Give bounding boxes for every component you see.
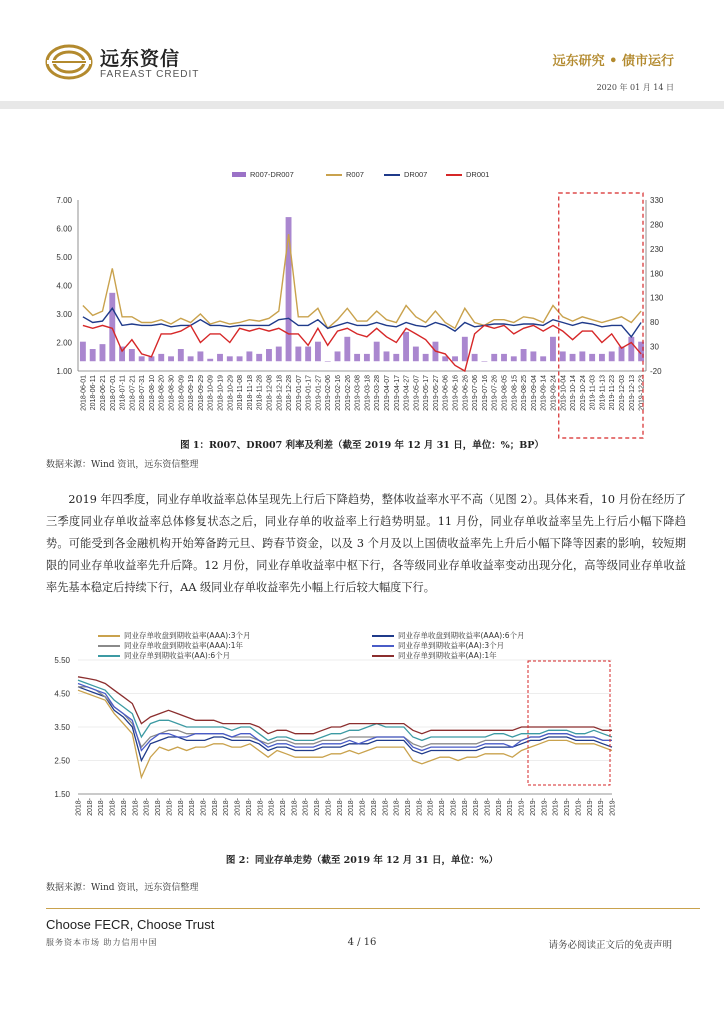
y2-tick-label: 330 xyxy=(650,196,664,205)
x-tick-label: 2019-03-28 xyxy=(374,375,382,411)
legend-label: 同业存单收盘到期收益率(AAA):1年 xyxy=(124,641,243,650)
spread-bar xyxy=(80,342,86,362)
x-tick-label: 2019-09-04 xyxy=(530,375,538,411)
legend-label: 同业存单收盘到期收益率(AAA):3个月 xyxy=(124,631,251,640)
x-tick-label: 2019- xyxy=(552,798,560,816)
y-tick-label: 1.00 xyxy=(56,367,72,376)
x-tick-label: 2019-09-14 xyxy=(540,375,548,411)
x-tick-label: 2018- xyxy=(484,798,492,816)
legend-swatch xyxy=(372,645,394,647)
footer-subslogan: 服务资本市场 助力信用中国 xyxy=(46,938,158,947)
x-tick-label: 2019-12-23 xyxy=(638,375,646,411)
spread-bar xyxy=(325,361,331,362)
y2-tick-label: 130 xyxy=(650,293,664,303)
x-tick-label: 2018-12-18 xyxy=(276,375,284,411)
x-tick-label: 2019-07-06 xyxy=(472,375,480,411)
x-tick-label: 2018- xyxy=(450,798,458,816)
spread-bar xyxy=(481,361,487,362)
spread-bar xyxy=(100,344,106,361)
footer-disclaimer: 请务必阅读正文后的免责声明 xyxy=(548,940,672,951)
x-tick-label: 2018-09-09 xyxy=(178,375,186,411)
x-tick-label: 2019-01-27 xyxy=(315,375,323,411)
spread-bar xyxy=(305,347,311,362)
figure1-caption: 图 1：R007、DR007 利率及利差（截至 2019 年 12 月 31 日，单位：%；BP） xyxy=(180,440,544,451)
x-tick-label: 2018- xyxy=(325,798,333,816)
x-tick-label: 2019-06-06 xyxy=(442,375,450,411)
spread-bar xyxy=(423,354,429,361)
spread-bar xyxy=(462,337,468,361)
x-tick-label: 2019-08-05 xyxy=(501,375,509,411)
legend-item-dr007 xyxy=(384,170,427,179)
spread-bar xyxy=(599,354,605,361)
x-tick-label: 2018- xyxy=(359,798,367,816)
spread-bar xyxy=(511,356,517,361)
x-tick-label: 2019-05-17 xyxy=(423,375,431,411)
spread-bar xyxy=(227,356,233,361)
spread-bar xyxy=(295,347,301,362)
highlight-box-q4 xyxy=(528,661,610,785)
spread-bar xyxy=(158,354,164,361)
x-tick-label: 2018- xyxy=(404,798,412,816)
x-tick-label: 2018- xyxy=(382,798,390,816)
y-tick-label: 2.00 xyxy=(56,338,72,348)
figure1-source: 数据来源：Wind 资讯，远东资信整理 xyxy=(46,460,199,470)
x-tick-label: 2018-12-28 xyxy=(286,375,294,411)
x-tick-label: 2018- xyxy=(268,798,276,816)
y-tick-label: 7.00 xyxy=(56,196,72,205)
spread-bar xyxy=(217,354,223,361)
x-tick-label: 2019-08-25 xyxy=(521,375,529,411)
spread-bar xyxy=(90,349,96,361)
x-tick-label: 2018- xyxy=(473,798,481,816)
legend-label: 同业存单到期收益率(AA):6个月 xyxy=(124,651,231,660)
x-tick-label: 2019- xyxy=(541,798,549,816)
x-tick-label: 2018-07-01 xyxy=(109,375,117,411)
x-tick-label: 2018-07-21 xyxy=(129,375,137,411)
legend-swatch xyxy=(98,635,120,637)
spread-bar xyxy=(393,354,399,361)
x-tick-label: 2019-09-24 xyxy=(550,375,558,411)
x-tick-label: 2019-01-07 xyxy=(295,375,303,411)
spread-bar xyxy=(207,359,213,361)
x-tick-label: 2018- xyxy=(189,798,197,816)
legend-label: DR007 xyxy=(404,170,428,179)
x-tick-label: 2019-04-07 xyxy=(383,375,391,411)
legend-swatch xyxy=(384,174,400,176)
x-tick-label: 2018- xyxy=(495,798,503,816)
spread-bar xyxy=(237,356,243,361)
x-tick-label: 2018- xyxy=(314,798,322,816)
spread-bar xyxy=(256,354,262,361)
y-tick-label: 3.50 xyxy=(54,723,70,732)
spread-bar xyxy=(579,351,585,361)
x-tick-label: 2018-11-08 xyxy=(237,375,245,411)
report-series-title: 远东研究 • 债市运行 xyxy=(552,54,674,69)
series-line xyxy=(78,677,612,734)
figure2-chart xyxy=(0,652,724,842)
x-tick-label: 2019-01-17 xyxy=(305,375,313,411)
figure2-caption: 图 2：同业存单走势（截至 2019 年 12 月 31 日，单位：%） xyxy=(225,855,499,866)
x-tick-label: 2019-04-17 xyxy=(393,375,401,411)
legend-swatch xyxy=(326,174,342,176)
x-tick-label: 2019-10-24 xyxy=(579,375,587,411)
x-tick-label: 2018-10-09 xyxy=(207,375,215,411)
y-tick-label: 2.50 xyxy=(54,756,70,766)
spread-bar xyxy=(560,351,566,361)
footer-slogan: Choose FECR, Choose Trust xyxy=(46,917,215,932)
x-tick-label: 2018- xyxy=(75,798,83,816)
spread-bar xyxy=(403,332,409,361)
x-tick-label: 2018- xyxy=(302,798,310,816)
spread-bar xyxy=(550,337,556,361)
x-tick-label: 2019-10-04 xyxy=(560,375,568,411)
x-tick-label: 2018- xyxy=(132,798,140,816)
y-tick-label: 5.50 xyxy=(54,656,70,665)
y-tick-label: 1.50 xyxy=(54,790,70,799)
spread-bar xyxy=(354,354,360,361)
x-tick-label: 2018- xyxy=(257,798,265,816)
spread-bar xyxy=(246,351,252,361)
series-line xyxy=(78,687,612,747)
x-tick-label: 2018-11-28 xyxy=(256,375,264,411)
spread-bar xyxy=(521,349,527,361)
legend-label: DR001 xyxy=(466,170,490,179)
x-tick-label: 2019-03-18 xyxy=(364,375,372,411)
spread-bar xyxy=(570,354,576,361)
x-tick-label: 2018-12-08 xyxy=(266,375,274,411)
x-tick-label: 2019- xyxy=(586,798,594,816)
series-line-r007 xyxy=(83,234,641,328)
x-tick-label: 2018- xyxy=(336,798,344,816)
legend-item-spread xyxy=(232,170,294,179)
report-date: 2020 年 01 月 14 日 xyxy=(596,83,674,92)
legend-label: 同业存单到期收益率(AA):1年 xyxy=(398,651,497,660)
legend-label: 同业存单收盘到期收益率(AAA):6个月 xyxy=(398,631,525,640)
x-tick-label: 2019-08-15 xyxy=(511,375,519,411)
x-tick-label: 2018- xyxy=(291,798,299,816)
page-number: 4 / 16 xyxy=(347,937,377,948)
spread-bar xyxy=(609,351,615,361)
x-tick-label: 2018- xyxy=(427,798,435,816)
x-tick-label: 2019- xyxy=(598,798,606,816)
x-tick-label: 2019-02-16 xyxy=(335,375,343,411)
x-tick-label: 2018-06-11 xyxy=(90,375,98,411)
legend-item-r007 xyxy=(326,170,364,179)
x-tick-label: 2018-10-19 xyxy=(217,375,225,411)
x-tick-label: 2019-06-26 xyxy=(462,375,470,411)
series-line-dr001 xyxy=(83,325,641,371)
x-tick-label: 2018- xyxy=(200,798,208,816)
x-tick-label: 2019-07-26 xyxy=(491,375,499,411)
x-tick-label: 2019- xyxy=(529,798,537,816)
x-tick-label: 2018-06-01 xyxy=(80,375,88,411)
figure2-source: 数据来源：Wind 资讯，远东资信整理 xyxy=(46,883,199,893)
x-tick-label: 2018- xyxy=(86,798,94,816)
x-tick-label: 2019- xyxy=(564,798,572,816)
x-tick-label: 2018- xyxy=(416,798,424,816)
spread-bar xyxy=(589,354,595,361)
x-tick-label: 2018- xyxy=(439,798,447,816)
y2-tick-label: 280 xyxy=(650,220,664,230)
x-tick-label: 2018-10-29 xyxy=(227,375,235,411)
spread-bar xyxy=(139,356,145,361)
body-paragraph: 2019 年四季度，同业存单收益率总体呈现先上行后下降趋势，整体收益率水平不高（见图 2）。具体来看，10 月份在经历了三季度同业存单收益率总体修复状态之后，同业存单的收益率上行趋势明显。11 月份，同业存单收益率呈先上行后小幅下降趋势。可能受到各金融机构开始筹备跨元旦、跨春节资金，以及 3 个月及以上国债收益率先上升后小幅下降等因素的影响，较短期限的同业存单收益率先升后降。12 月份，同业存单收益率中枢下行，各等级同业存单收益率变动出现分化，高等级同业存单收益率先基本稳定后持续下行，AA 级同业存单收益率先小幅上行后较大幅度下行。 xyxy=(46,493,686,594)
x-tick-label: 2019-02-26 xyxy=(344,375,352,411)
x-tick-label: 2019-05-27 xyxy=(432,375,440,411)
spread-bar xyxy=(384,351,390,361)
series-line xyxy=(78,680,612,740)
spread-bar xyxy=(315,342,321,362)
spread-bar xyxy=(628,337,634,361)
x-tick-label: 2018- xyxy=(109,798,117,816)
x-tick-label: 2019-12-13 xyxy=(628,375,636,411)
spread-bar xyxy=(413,347,419,362)
spread-bar xyxy=(276,347,282,362)
spread-bar xyxy=(491,354,497,361)
x-tick-label: 2018-11-18 xyxy=(246,375,254,411)
figure1-chart xyxy=(0,188,724,448)
x-tick-label: 2019-11-03 xyxy=(589,375,597,411)
y-tick-label: 6.00 xyxy=(56,224,72,234)
x-tick-label: 2018- xyxy=(370,798,378,816)
spread-bar xyxy=(540,356,546,361)
spread-bar xyxy=(374,342,380,362)
legend-label: R007 xyxy=(346,170,364,179)
x-tick-label: 2018- xyxy=(461,798,469,816)
y-tick-label: 5.00 xyxy=(56,253,72,262)
y2-tick-label: -20 xyxy=(650,367,662,376)
spread-bar xyxy=(197,351,203,361)
header-divider xyxy=(0,101,724,109)
legend-swatch xyxy=(232,172,246,177)
x-tick-label: 2018- xyxy=(223,798,231,816)
y2-tick-label: 80 xyxy=(650,318,659,328)
legend-swatch xyxy=(98,645,120,647)
x-tick-label: 2018-09-29 xyxy=(197,375,205,411)
x-tick-label: 2019-03-08 xyxy=(354,375,362,411)
y2-tick-label: 180 xyxy=(650,269,664,279)
spread-bar xyxy=(335,351,341,361)
x-tick-label: 2018- xyxy=(280,798,288,816)
logo-english-name: FAREAST CREDIT xyxy=(100,69,200,80)
spread-bar xyxy=(452,356,458,361)
x-tick-label: 2019-05-07 xyxy=(413,375,421,411)
x-tick-label: 2019-06-16 xyxy=(452,375,460,411)
spread-bar xyxy=(530,351,536,361)
x-tick-label: 2019-04-27 xyxy=(403,375,411,411)
legend-item-dr001 xyxy=(446,170,489,179)
x-tick-label: 2018- xyxy=(120,798,128,816)
x-tick-label: 2018- xyxy=(155,798,163,816)
x-tick-label: 2018-08-10 xyxy=(148,375,156,411)
x-tick-label: 2019- xyxy=(609,798,617,816)
y2-tick-label: 230 xyxy=(650,244,664,254)
x-tick-label: 2019-11-23 xyxy=(609,375,617,411)
footer-divider xyxy=(46,908,700,909)
x-tick-label: 2018- xyxy=(393,798,401,816)
x-tick-label: 2018- xyxy=(234,798,242,816)
spread-bar xyxy=(178,349,184,361)
x-tick-label: 2018-09-19 xyxy=(188,375,196,411)
x-tick-label: 2019-02-06 xyxy=(325,375,333,411)
x-tick-label: 2018- xyxy=(245,798,253,816)
y-tick-label: 4.50 xyxy=(54,689,70,699)
spread-bar xyxy=(188,356,194,361)
legend-label: R007-DR007 xyxy=(250,170,294,179)
x-tick-label: 2019-12-03 xyxy=(619,375,627,411)
spread-bar xyxy=(129,349,135,361)
x-tick-label: 2018- xyxy=(211,798,219,816)
x-tick-label: 2018- xyxy=(98,798,106,816)
x-tick-label: 2019- xyxy=(507,798,515,816)
spread-bar xyxy=(364,354,370,361)
x-tick-label: 2018- xyxy=(166,798,174,816)
legend-label: 同业存单到期收益率(AA):3个月 xyxy=(398,641,505,650)
x-tick-label: 2018-07-11 xyxy=(119,375,127,411)
x-tick-label: 2018-07-31 xyxy=(139,375,147,411)
spread-bar xyxy=(168,356,174,361)
spread-bar xyxy=(472,354,478,361)
y2-tick-label: 30 xyxy=(650,342,659,352)
spread-bar xyxy=(266,349,272,361)
x-tick-label: 2019-07-16 xyxy=(481,375,489,411)
x-tick-label: 2018- xyxy=(143,798,151,816)
page-header xyxy=(0,0,724,110)
spread-bar xyxy=(344,337,350,361)
x-tick-label: 2019-10-14 xyxy=(570,375,578,411)
y-tick-label: 4.00 xyxy=(56,281,72,291)
legend-swatch xyxy=(372,635,394,637)
fareast-logo-icon xyxy=(44,42,94,82)
legend-swatch xyxy=(446,174,462,176)
logo-chinese-name: 远东资信 xyxy=(100,48,181,70)
x-tick-label: 2018-08-30 xyxy=(168,375,176,411)
x-tick-label: 2018- xyxy=(177,798,185,816)
y-tick-label: 3.00 xyxy=(56,310,72,319)
x-tick-label: 2019-11-13 xyxy=(599,375,607,411)
x-tick-label: 2018-08-20 xyxy=(158,375,166,411)
x-tick-label: 2018-06-21 xyxy=(99,375,107,411)
x-tick-label: 2019- xyxy=(518,798,526,816)
x-tick-label: 2019- xyxy=(575,798,583,816)
spread-bar xyxy=(501,354,507,361)
x-tick-label: 2018- xyxy=(348,798,356,816)
